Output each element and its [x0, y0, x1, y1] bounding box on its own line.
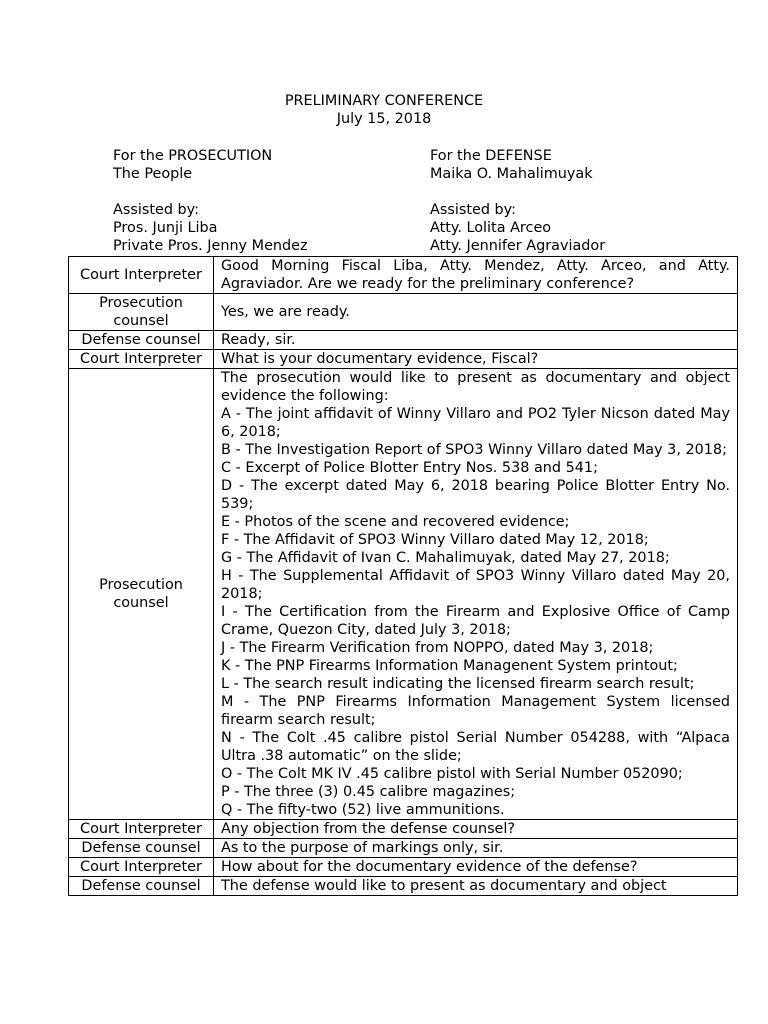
speech-cell: How about for the documentary evidence of the defense?	[214, 858, 738, 877]
evidence-item: F - The Affidavit of SPO3 Winny Villaro dated May 12, 2018;	[221, 532, 649, 548]
defense-heading: For the DEFENSE	[430, 148, 552, 164]
speaker-cell: Court Interpreter	[69, 257, 214, 294]
defense-block	[430, 147, 605, 255]
table-row	[69, 294, 738, 331]
evidence-item: Q - The fifty-two (52) live ammunitions.	[221, 802, 505, 818]
speaker-cell: Defense counsel	[69, 839, 214, 858]
evidence-item: N - The Colt .45 calibre pistol Serial Number 054288, with “Alpaca Ultra .38 automatic” on the slide;	[221, 730, 730, 764]
speaker-cell: Defense counsel	[69, 877, 214, 896]
speech-cell: Good Morning Fiscal Liba, Atty. Mendez, Atty. Arceo, and Atty. Agraviador. Are we ready for the preliminary conference?	[214, 257, 738, 294]
prosecution-counsel-2: Private Pros. Jenny Mendez	[113, 238, 308, 254]
document-date: July 15, 2018	[336, 111, 432, 127]
table-row	[69, 858, 738, 877]
prosecution-counsel-1: Pros. Junji Liba	[113, 220, 218, 236]
prosecution-assisted-label: Assisted by:	[113, 202, 199, 218]
evidence-intro: The prosecution would like to present as documentary and object evidence the following:	[221, 370, 730, 404]
evidence-cell	[214, 369, 738, 820]
table-row	[69, 839, 738, 858]
table-row	[69, 257, 738, 294]
table-row	[69, 820, 738, 839]
evidence-item: K - The PNP Firearms Information Managenent System printout;	[221, 658, 678, 674]
evidence-item: I - The Certification from the Firearm and Explosive Office of Camp Crame, Quezon City, dated July 3, 2018;	[221, 604, 730, 638]
speech-cell: What is your documentary evidence, Fiscal?	[214, 350, 738, 369]
evidence-item: M - The PNP Firearms Information Management System licensed firearm search result;	[221, 694, 730, 728]
evidence-item: P - The three (3) 0.45 calibre magazines;	[221, 784, 516, 800]
table-row	[69, 350, 738, 369]
speaker-cell: Court Interpreter	[69, 350, 214, 369]
table-row	[69, 331, 738, 350]
defense-counsel-1: Atty. Lolita Arceo	[430, 220, 552, 236]
table-row	[69, 369, 738, 820]
prosecution-block	[113, 147, 308, 255]
prosecution-heading: For the PROSECUTION	[113, 148, 273, 164]
speaker-cell: Prosecution counsel	[69, 369, 214, 820]
speech-cell: Ready, sir.	[214, 331, 738, 350]
speech-cell: The defense would like to present as documentary and object	[214, 877, 738, 896]
document-title: PRELIMINARY CONFERENCE	[284, 93, 484, 109]
speech-cell: As to the purpose of markings only, sir.	[214, 839, 738, 858]
evidence-item: C - Excerpt of Police Blotter Entry Nos. 538 and 541;	[221, 460, 598, 476]
evidence-item: B - The Investigation Report of SPO3 Winny Villaro dated May 3, 2018;	[221, 442, 727, 458]
speech-cell: Any objection from the defense counsel?	[214, 820, 738, 839]
evidence-item: J - The Firearm Verification from NOPPO, dated May 3, 2018;	[221, 640, 654, 656]
table-row	[69, 877, 738, 896]
evidence-item: L - The search result indicating the licensed firearm search result;	[221, 676, 695, 692]
evidence-item: E - Photos of the scene and recovered evidence;	[221, 514, 570, 530]
speaker-cell: Court Interpreter	[69, 858, 214, 877]
evidence-item: D - The excerpt dated May 6, 2018 bearing Police Blotter Entry No. 539;	[221, 478, 730, 512]
defense-assisted-label: Assisted by:	[430, 202, 516, 218]
prosecution-party: The People	[113, 166, 193, 182]
evidence-item: A - The joint affidavit of Winny Villaro and PO2 Tyler Nicson dated May 6, 2018;	[221, 406, 730, 440]
speaker-cell: Defense counsel	[69, 331, 214, 350]
spacer	[430, 183, 605, 201]
defense-party: Maika O. Mahalimuyak	[430, 166, 593, 182]
evidence-item: H - The Supplemental Affidavit of SPO3 Winny Villaro dated May 20, 2018;	[221, 568, 730, 602]
transcript-table	[68, 256, 738, 896]
speech-cell: Yes, we are ready.	[214, 294, 738, 331]
speaker-cell: Prosecution counsel	[69, 294, 214, 331]
evidence-item: G - The Affidavit of Ivan C. Mahalimuyak, dated May 27, 2018;	[221, 550, 670, 566]
spacer	[113, 183, 308, 201]
speaker-cell: Court Interpreter	[69, 820, 214, 839]
defense-counsel-2: Atty. Jennifer Agraviador	[430, 238, 606, 254]
evidence-item: O - The Colt MK IV .45 calibre pistol with Serial Number 052090;	[221, 766, 683, 782]
